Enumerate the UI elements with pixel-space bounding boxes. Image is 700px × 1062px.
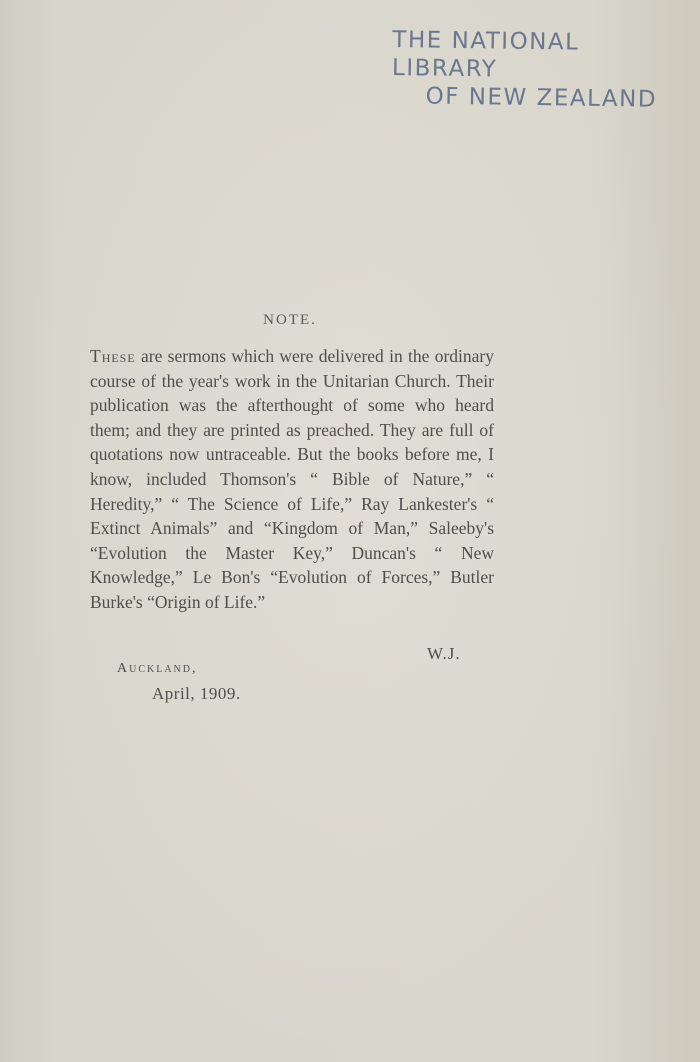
note-title: NOTE. <box>263 312 317 328</box>
place-line: Auckland, <box>117 661 198 676</box>
stamp-line-1: THE NATIONAL LIBRARY <box>391 27 580 83</box>
library-stamp <box>379 26 690 114</box>
note-body-text: are sermons which were delivered in the ordinary course of the year's work in the Unitarian Church. Their publication was the afterthought of some who heard them; and they are printed as preached. They are full of quotations now untraceable. But the books before me, I know, included Thomson's “ Bible of Nature,” “ Heredity,” “ The Science of Life,” Ray Lankester's “ Extinct Animals” and “Kingdom of Man,” Saleeby's “Evolution the Master Key,” Duncan's “ New Knowledge,” Le Bon's “Evolution of Forces,” Butler Burke's “Origin of Life.” <box>90 346 494 612</box>
note-first-word: These <box>90 346 136 366</box>
note-body <box>90 344 494 615</box>
date-line: April, 1909. <box>152 684 241 703</box>
signature-initials: W.J. <box>427 644 461 663</box>
stamp-line-2: OF NEW ZEALAND <box>425 83 658 113</box>
